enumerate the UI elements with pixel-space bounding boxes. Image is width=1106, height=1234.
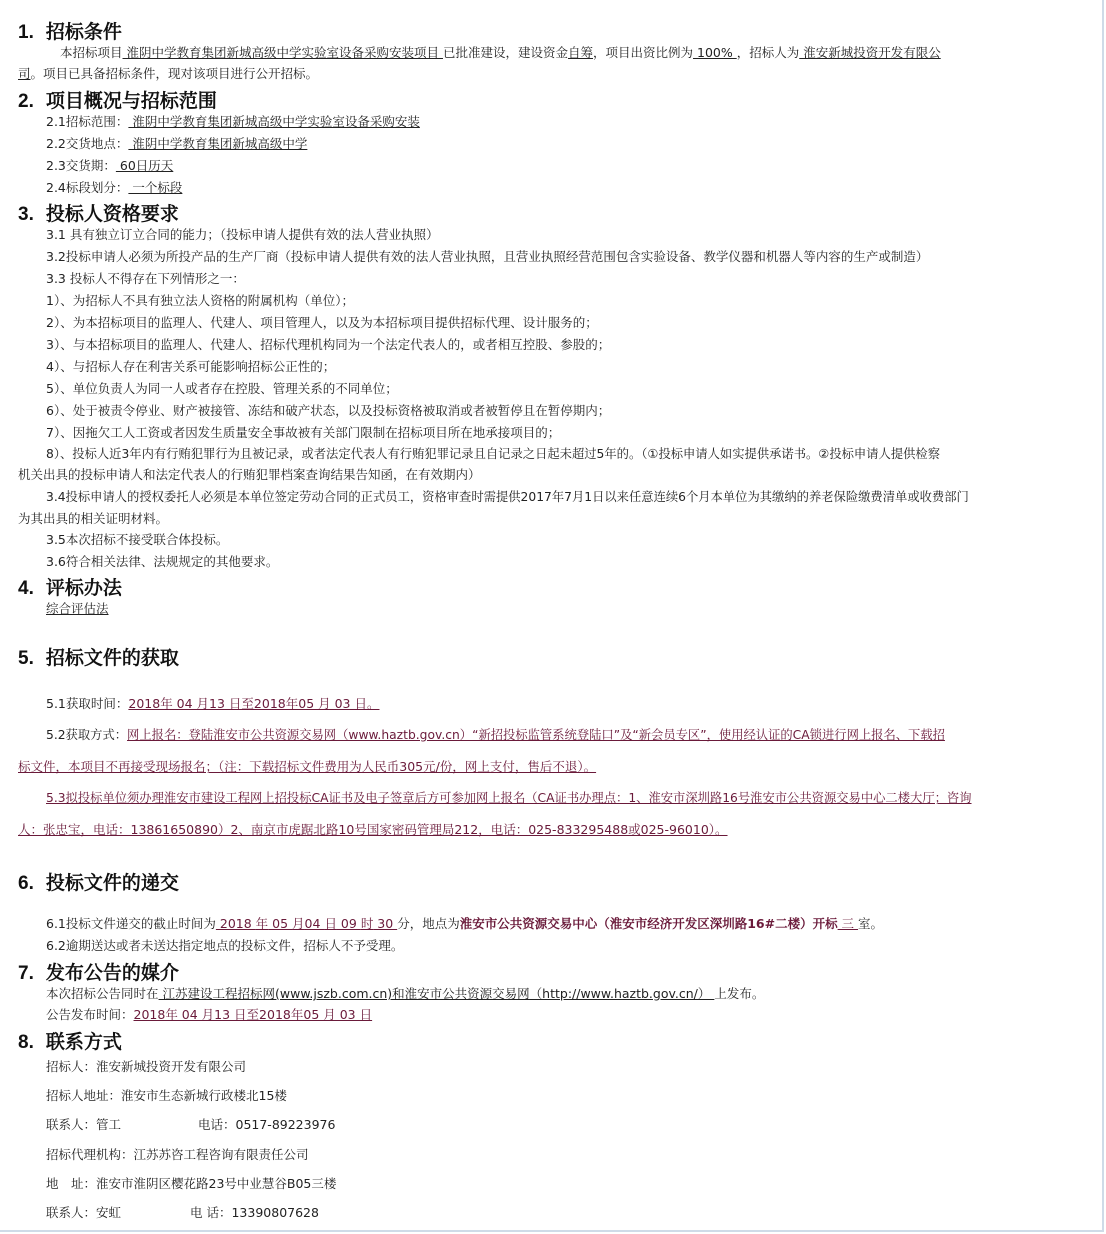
qual-item-4: 4）、与招标人存在利害关系可能影响招标公正性的； bbox=[46, 359, 336, 374]
qual-item-3: 3）、与本招标项目的监理人、代建人、招标代理机构同为一个法定代表人的，或者相互控股、参股的； bbox=[46, 337, 611, 352]
qual-item-2: 2）、为本招标项目的监理人、代建人、项目管理人，以及为本招标项目提供招标代理、设计服务的； bbox=[46, 315, 598, 330]
evaluation-method: 综合评估法 bbox=[46, 601, 109, 616]
late-submission-line: 6.2逾期送达或者未送达指定地点的投标文件，招标人不予受理。 bbox=[46, 938, 404, 953]
publish-time-line: 公告发布时间：2018年 04 月13 日至2018年05 月 03 日 bbox=[46, 1007, 373, 1022]
qual-3-5: 3.5本次招标不接受联合体投标。 bbox=[46, 532, 229, 547]
acquire-time-line: 5.1获取时间：2018年 04 月13 日至2018年05 月 03 日。 bbox=[46, 696, 380, 711]
qual-3-4a: 3.4投标申请人的授权委托人必须是本单位签定劳动合同的正式员工，资格审查时需提供2017年7月1日以来任意连续6个月本单位为其缴纳的养老保险缴费清单或收费部门 bbox=[46, 490, 969, 504]
qual-item-7: 7）、因拖欠工人工资或者因发生质量安全事故被有关部门限制在招标项目所在地承接项目的； bbox=[46, 425, 561, 440]
qual-item-1: 1）、为招标人不具有独立法人资格的附属机构（单位）； bbox=[46, 293, 354, 308]
acquire-method-line-b: 标文件，本项目不再接受现场报名；（注：下载招标文件费用为人民币305元/份，网上支付，售后不退）。 bbox=[18, 759, 597, 774]
section-6-heading: 6. 投标文件的递交 bbox=[18, 872, 179, 894]
tenderer-name: 淮安新城投资开发有限公 bbox=[799, 45, 941, 60]
submission-deadline-line: 6.1投标文件递交的截止时间为 2018 年 05 月04 日 09 时 30 分，地点为淮安市公共资源交易中心（淮安市经济开发区深圳路16#二楼）开标 三 室。 bbox=[46, 916, 884, 931]
lot-division-line: 2.4标段划分： 一个标段 bbox=[46, 180, 183, 195]
section-1-heading: 1. 招标条件 bbox=[18, 21, 122, 43]
fund-ratio: 100% bbox=[693, 45, 737, 60]
contact-tenderer-phone: 电话：0517-89223976 bbox=[198, 1117, 336, 1132]
fund-source: 自筹 bbox=[567, 45, 593, 60]
qual-3-2: 3.2投标申请人必须为所投产品的生产厂商（投标申请人提供有效的法人营业执照，且营业执照经营范围包含实验设备、教学仪器和机器人等内容的生产或制造） bbox=[46, 249, 929, 264]
contact-agency-phone: 电 话：13390807628 bbox=[190, 1205, 319, 1220]
qual-item-8b: 机关出具的投标申请人和法定代表人的行贿犯罪档案查询结果告知函，在有效期内） bbox=[18, 467, 481, 482]
qual-3-4b: 为其出具的相关证明材料。 bbox=[18, 511, 169, 526]
section-7-heading: 7. 发布公告的媒介 bbox=[18, 962, 179, 984]
delivery-place-line: 2.2交货地点： 淮阴中学教育集团新城高级中学 bbox=[46, 136, 308, 151]
media-line: 本次招标公告同时在 江苏建设工程招标网(www.jszb.com.cn)和淮安市公共资源交易网（http://www.haztb.gov.cn/） 上发布。 bbox=[46, 986, 765, 1001]
qual-3-3: 3.3 投标人不得存在下列情形之一： bbox=[46, 271, 245, 286]
qual-3-1: 3.1 具有独立订立合同的能力；（投标申请人提供有效的法人营业执照） bbox=[46, 227, 439, 242]
section-3-heading: 3. 投标人资格要求 bbox=[18, 203, 179, 225]
scope-line: 2.1招标范围： 淮阴中学教育集团新城高级中学实验室设备采购安装 bbox=[46, 114, 420, 129]
delivery-period-line: 2.3交货期： 60日历天 bbox=[46, 158, 174, 173]
ca-cert-line-b: 人：张忠宝，电话：13861650890）2、南京市虎踞北路10号国家密码管理局212，电话：025-833295488或025-96010）。 bbox=[18, 822, 728, 837]
qual-item-8a: 8）、投标人近3年内有行贿犯罪行为且被记录，或者法定代表人有行贿犯罪记录且自记录之日起未超过5年的。（①投标申请人如实提供承诺书。②投标申请人提供检察 bbox=[46, 447, 941, 461]
contact-agency-person: 联系人：安虹 bbox=[46, 1205, 122, 1220]
contact-tenderer-person: 联系人：管工 bbox=[46, 1117, 122, 1132]
qual-item-5: 5）、单位负责人为同一人或者存在控股、管理关系的不同单位； bbox=[46, 381, 398, 396]
contact-tenderer-address: 招标人地址：淮安市生态新城行政楼北15楼 bbox=[46, 1088, 287, 1103]
contact-agency: 招标代理机构：江苏苏咨工程咨询有限责任公司 bbox=[46, 1147, 309, 1162]
section-1-line-1: 本招标项目 淮阴中学教育集团新城高级中学实验室设备采购安装项目 已批准建设，建设资金自筹，项目出资比例为 100% ，招标人为 淮安新城投资开发有限公 bbox=[60, 45, 941, 60]
project-name: 淮阴中学教育集团新城高级中学实验室设备采购安装项目 bbox=[122, 45, 443, 60]
section-2-heading: 2. 项目概况与招标范围 bbox=[18, 90, 217, 112]
section-1-line-2: 司。项目已具备招标条件，现对该项目进行公开招标。 bbox=[18, 66, 319, 81]
contact-agency-address: 地 址：淮安市淮阴区樱花路23号中业慧谷B05三楼 bbox=[46, 1176, 337, 1191]
section-8-heading: 8. 联系方式 bbox=[18, 1031, 122, 1053]
section-5-heading: 5. 招标文件的获取 bbox=[18, 647, 179, 669]
contact-tenderer: 招标人：淮安新城投资开发有限公司 bbox=[46, 1059, 247, 1074]
section-4-heading: 4. 评标办法 bbox=[18, 577, 122, 599]
qual-item-6: 6）、处于被责令停业、财产被接管、冻结和破产状态，以及投标资格被取消或者被暂停且在暂停期内； bbox=[46, 403, 611, 418]
qual-3-6: 3.6符合相关法律、法规规定的其他要求。 bbox=[46, 554, 279, 569]
ca-cert-line-a: 5.3拟投标单位须办理淮安市建设工程网上招投标CA证书及电子签章后方可参加网上报名（CA证书办理点：1、淮安市深圳路16号淮安市公共资源交易中心二楼大厅；咨询 bbox=[46, 791, 972, 805]
acquire-method-line-a: 5.2获取方式：网上报名：登陆淮安市公共资源交易网（www.haztb.gov.cn）“新招投标监管系统登陆口”及“新会员专区”，使用经认证的CA锁进行网上报名、下载招 bbox=[46, 728, 945, 742]
